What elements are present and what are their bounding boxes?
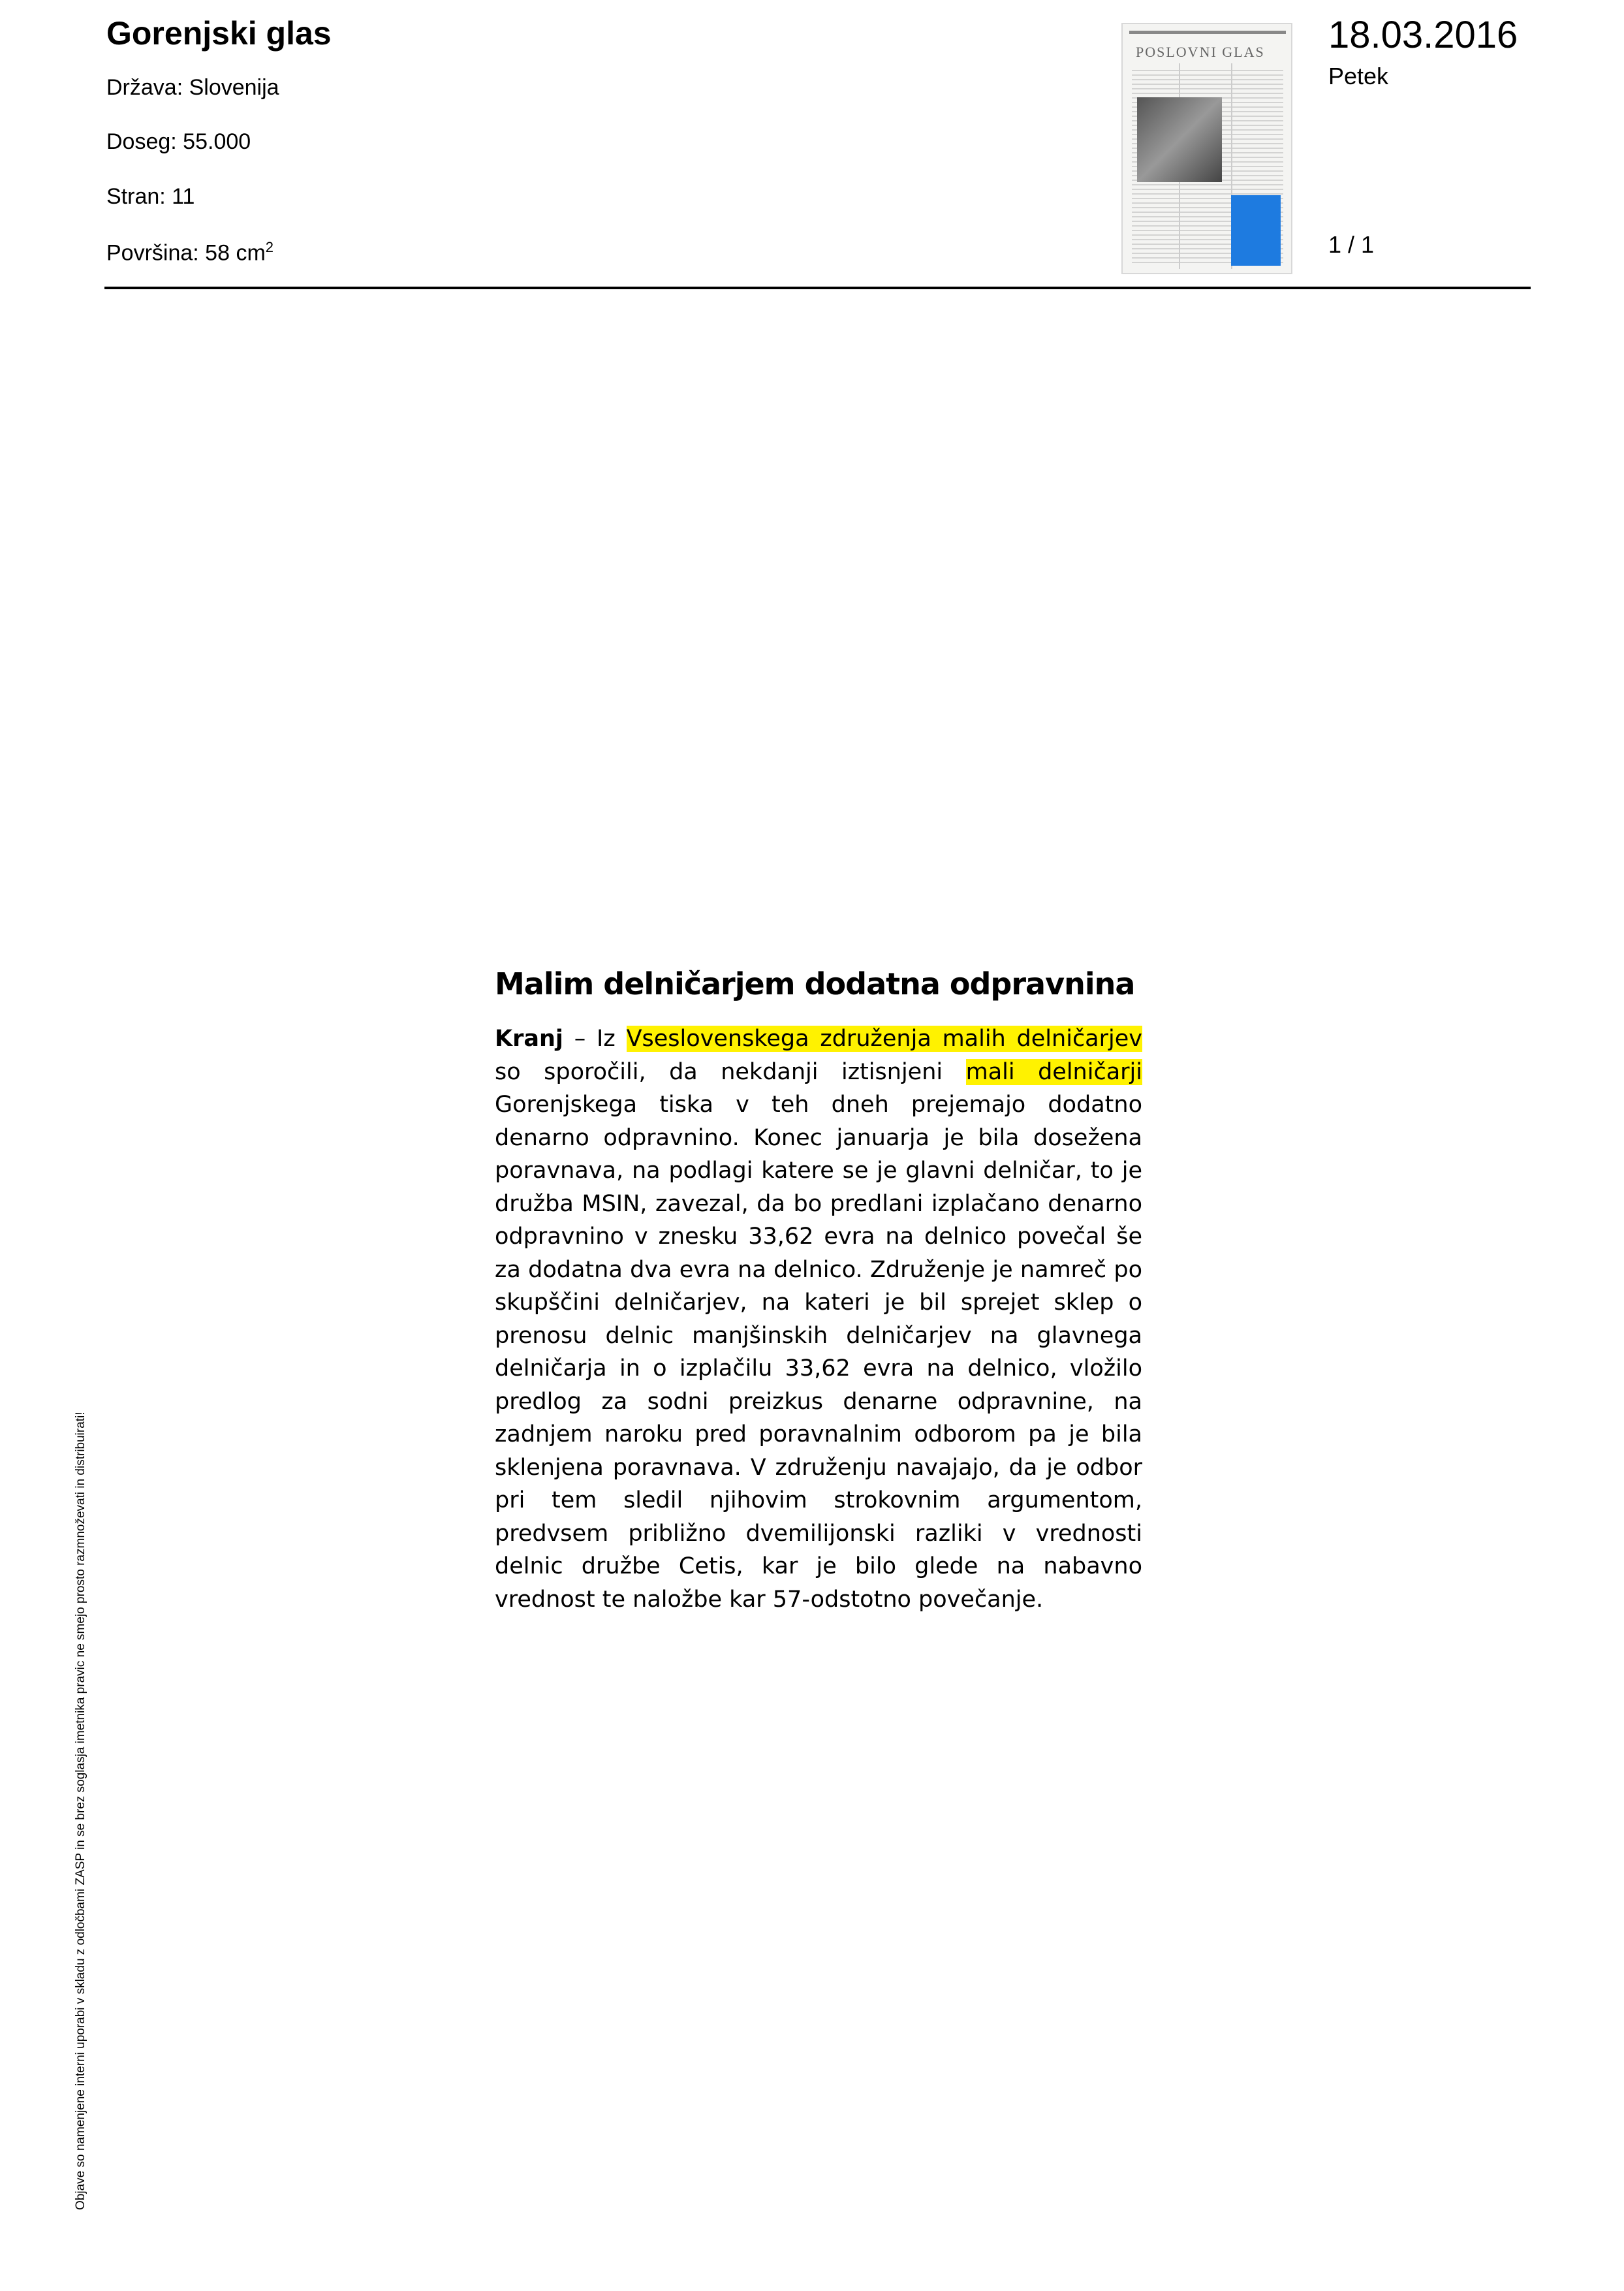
header-divider xyxy=(104,287,1531,289)
highlight-association: Vseslovenskega združenja malih delničarjev xyxy=(626,1026,1142,1052)
article-body xyxy=(495,1022,1142,1616)
thumbnail-blue-box xyxy=(1231,195,1281,266)
thumbnail-masthead: POSLOVNI GLAS xyxy=(1136,44,1265,60)
reach-label: Doseg: 55.000 xyxy=(106,129,251,154)
article-text-2: Gorenjskega tiska v teh dneh prejemajo dodatno denarno odpravnino. Konec januarja je bila dosežena poravnava, na podlagi katere se je glavni delničar, to je družba MSIN, zavezal, da bo predlani izplačano denarno odpravnino v znesku 33,62 evra na delnico povečal še za dodatna dva evra na delnico. Združenje je namreč po skupščini delničarjev, na kateri je bil sprejet sklep o prenosu delnic manjšinskih delničarjev na glavnega delničarja in o izplačilu 33,62 evra na delnico, vložilo predlog za sodni preizkus denarne odpravnine, na zadnjem naroku pred poravnalnim odborom pa je bila sklenjena poravnava. V združenju navajajo, da je odbor pri tem sledil njihovim strokovnim argumentom, predvsem približno dvemilijonski razliki v vrednosti delnic družbe Cetis, kar je bilo glede na nabavno vrednost te naložbe kar 57-odstotno povečanje. xyxy=(495,1092,1142,1613)
area-exponent: 2 xyxy=(265,239,274,255)
page-count: 1 / 1 xyxy=(1328,231,1375,258)
article-dash: – Iz xyxy=(563,1026,627,1052)
area-label xyxy=(106,239,273,266)
thumbnail-photo xyxy=(1137,97,1222,182)
thumbnail-top-bar xyxy=(1129,31,1286,34)
highlight-shareholders: mali delničarji xyxy=(965,1058,1142,1085)
issue-weekday: Petek xyxy=(1328,63,1389,89)
copyright-notice: Objave so namenjene interni uporabi v skladu z odločbami ZASP in se brez soglasja imetnika pravic ne smejo prosto razmnoževati in distribuirati! xyxy=(74,1412,87,2210)
page-thumbnail[interactable] xyxy=(1121,23,1292,274)
article-text-1: so sporočili, da nekdanji iztisnjeni xyxy=(495,1058,966,1085)
publication-name: Gorenjski glas xyxy=(106,15,332,52)
country-label: Država: Slovenija xyxy=(106,75,279,100)
page-label: Stran: 11 xyxy=(106,184,195,209)
issue-date: 18.03.2016 xyxy=(1328,14,1518,56)
article-headline: Malim delničarjem dodatna odpravnina xyxy=(495,966,1135,1002)
article-place: Kranj xyxy=(495,1026,563,1052)
area-value: Površina: 58 cm xyxy=(106,240,266,266)
